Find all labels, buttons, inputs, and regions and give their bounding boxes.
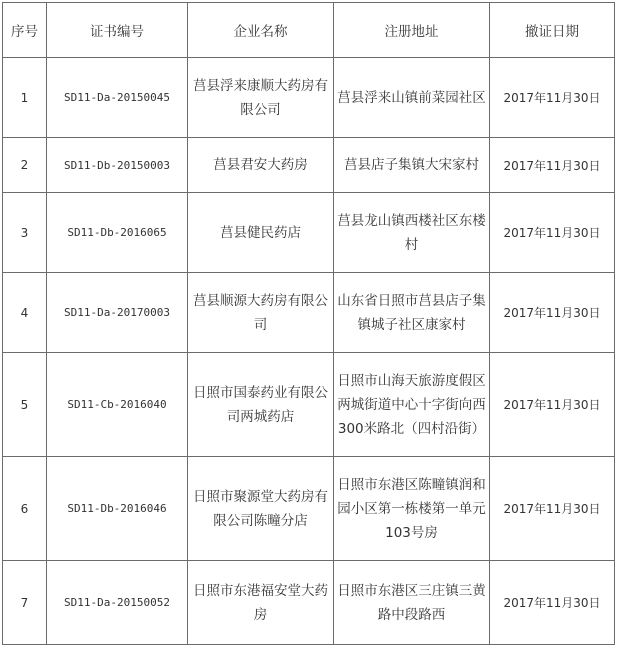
header-revoke-date: 撤证日期 [490,3,615,58]
row-index: 1 [3,58,47,138]
revoked-certificates-table [2,2,615,645]
row-revoke-date: 2017年11月30日 [490,138,615,193]
row-cert-no: SD11-Da-20170003 [47,273,188,353]
row-address: 莒县浮来山镇前菜园社区 [334,58,490,138]
row-address: 莒县店子集镇大宋家村 [334,138,490,193]
header-cert-no: 证书编号 [47,3,188,58]
row-revoke-date: 2017年11月30日 [490,353,615,457]
row-revoke-date: 2017年11月30日 [490,561,615,645]
row-revoke-date: 2017年11月30日 [490,193,615,273]
row-index: 5 [3,353,47,457]
row-company: 莒县顺源大药房有限公司 [188,273,334,353]
row-cert-no: SD11-Cb-2016040 [47,353,188,457]
table-row [3,273,615,353]
row-cert-no: SD11-Da-20150052 [47,561,188,645]
table-row [3,58,615,138]
row-address: 日照市东港区陈疃镇润和园小区第一栋楼第一单元103号房 [334,457,490,561]
row-index: 2 [3,138,47,193]
row-address: 山东省日照市莒县店子集镇城子社区康家村 [334,273,490,353]
table-row [3,561,615,645]
row-address: 日照市山海天旅游度假区两城街道中心十字街向西300米路北（四村沿街） [334,353,490,457]
row-company: 莒县君安大药房 [188,138,334,193]
row-company: 日照市聚源堂大药房有限公司陈疃分店 [188,457,334,561]
row-cert-no: SD11-Db-2016065 [47,193,188,273]
header-company: 企业名称 [188,3,334,58]
table-row [3,457,615,561]
table-row [3,138,615,193]
row-revoke-date: 2017年11月30日 [490,457,615,561]
row-company: 日照市东港福安堂大药房 [188,561,334,645]
table-header-row [3,3,615,58]
header-index: 序号 [3,3,47,58]
row-revoke-date: 2017年11月30日 [490,58,615,138]
row-cert-no: SD11-Db-2016046 [47,457,188,561]
row-index: 6 [3,457,47,561]
row-index: 4 [3,273,47,353]
row-revoke-date: 2017年11月30日 [490,273,615,353]
row-company: 莒县健民药店 [188,193,334,273]
table-row [3,353,615,457]
row-address: 莒县龙山镇西楼社区东楼村 [334,193,490,273]
row-index: 3 [3,193,47,273]
row-company: 日照市国泰药业有限公司两城药店 [188,353,334,457]
row-index: 7 [3,561,47,645]
row-cert-no: SD11-Da-20150045 [47,58,188,138]
header-address: 注册地址 [334,3,490,58]
table-row [3,193,615,273]
row-address: 日照市东港区三庄镇三黄路中段路西 [334,561,490,645]
row-cert-no: SD11-Db-20150003 [47,138,188,193]
row-company: 莒县浮来康顺大药房有限公司 [188,58,334,138]
